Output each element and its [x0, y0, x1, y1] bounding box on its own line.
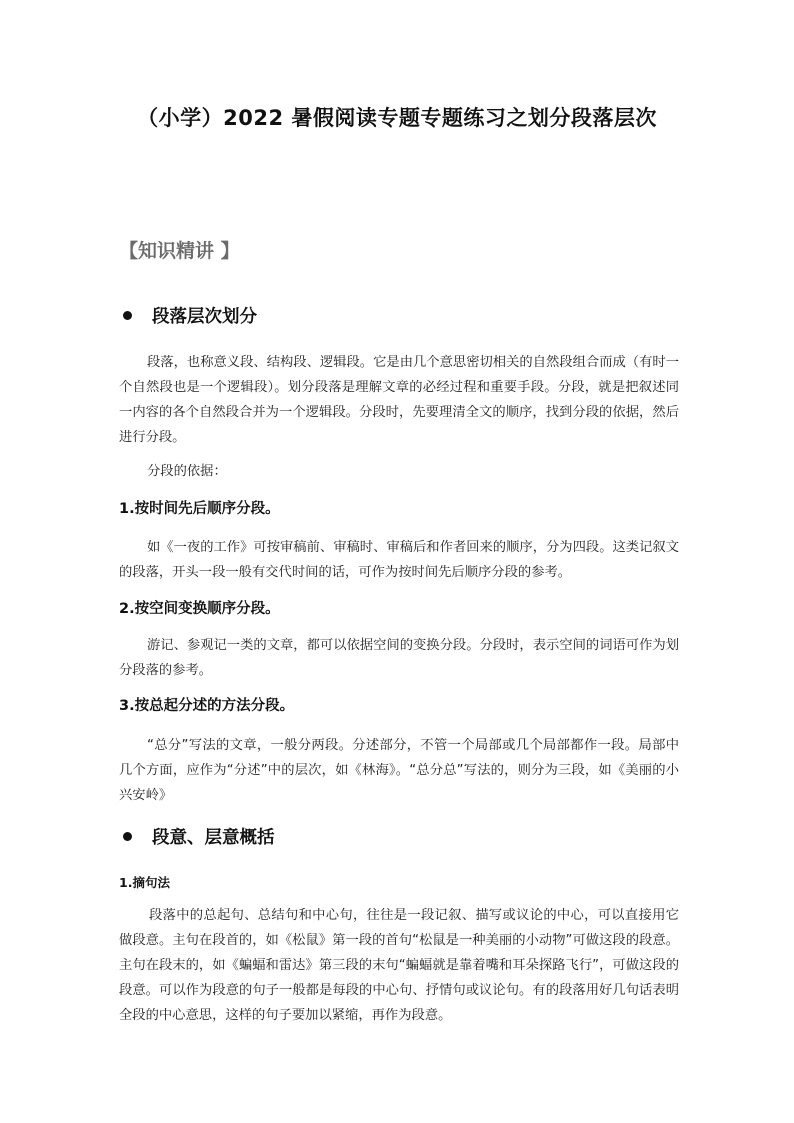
section-heading-paragraph-division	[119, 303, 257, 328]
item-heading-excerpt-method: 1.摘句法	[119, 875, 170, 890]
item-text-time-order: 如《一夜的工作》可按审稿前、审稿时、审稿后和作者回来的顺序，分为四段。这类记叙文的段落，开头一段一般有交代时间的话，可作为按时间先后顺序分段的参考。	[119, 540, 679, 580]
item-heading-general-specific: 3.按总起分述的方法分段。	[119, 698, 295, 714]
section-heading-text: 段落层次划分	[152, 307, 257, 327]
document-title: （小学）2022 暑假阅读专题专题练习之划分段落层次	[137, 106, 657, 130]
knowledge-heading: 【知识精讲 】	[119, 240, 240, 262]
bullet-icon	[123, 832, 132, 841]
item-text-excerpt-method: 段落中的总起句、总结句和中心句，往往是一段记叙、描写或议论的中心，可以直接用它做段意。主句在段首的，如《松鼠》第一段的首句“松鼠是一种美丽的小动物”可做这段的段意。主句在段末的，如《蝙蝠和雷达》第三段的末句“蝙蝠就是靠着嘴和耳朵探路飞行”，可做这段的段意。可以作为段意的句子一般都是每段的中心句、抒情句或议论句。有的段落用好几句话表明全段的中心意思，这样的句子要加以紧缩，再作为段意。	[119, 908, 679, 1023]
section-heading-text: 段意、层意概括	[152, 828, 275, 848]
bullet-icon	[123, 311, 132, 320]
item-heading-time-order: 1.按时间先后顺序分段。	[119, 501, 280, 517]
section1-intro-paragraph: 段落，也称意义段、结构段、逻辑段。它是由几个意思密切相关的自然段组合而成（有时一个自然段也是一个逻辑段）。划分段落是理解文章的必经过程和重要手段。分段，就是把叙述同一内容的各个自然段合并为一个逻辑段。分段时，先要理清全文的顺序，找到分段的依据，然后进行分段。	[119, 355, 679, 445]
item-text-general-specific: “总分”写法的文章，一般分两段。分述部分，不管一个局部或几个局部都作一段。局部中几个方面，应作为“分述”中的层次，如《林海》。“总分总”写法的，则分为三段，如《美丽的小兴安岭》	[119, 738, 679, 803]
item-text-space-order: 游记、参观记一类的文章，都可以依据空间的变换分段。分段时，表示空间的词语可作为划分段落的参考。	[119, 638, 679, 678]
section-heading-paragraph-meaning	[119, 824, 275, 849]
item-heading-space-order: 2.按空间变换顺序分段。	[119, 601, 280, 617]
basis-label: 分段的依据：	[147, 464, 227, 479]
